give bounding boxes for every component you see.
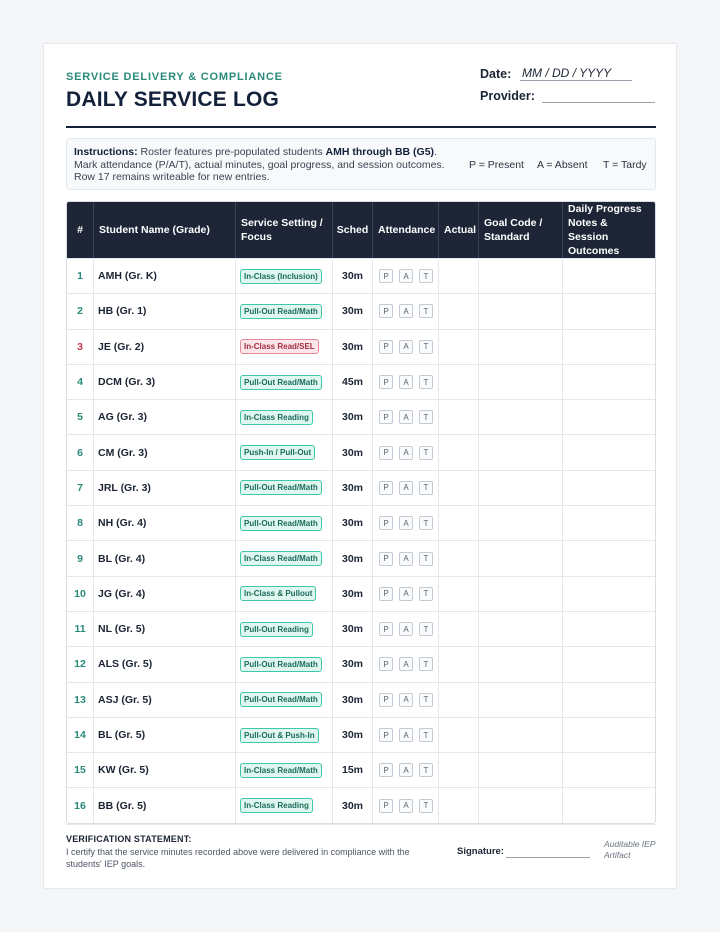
attendance-option-p[interactable]: P xyxy=(379,763,393,777)
student-name: JG (Gr. 4) xyxy=(94,577,236,611)
student-name: NH (Gr. 4) xyxy=(94,506,236,540)
attendance-option-t[interactable]: T xyxy=(419,657,433,671)
sched-minutes: 30m xyxy=(333,400,373,434)
attendance-option-t[interactable]: T xyxy=(419,375,433,389)
actual-minutes-cell[interactable] xyxy=(439,577,479,611)
attendance-selector[interactable] xyxy=(377,728,433,742)
service-log-page xyxy=(43,43,677,889)
attendance-option-t[interactable]: T xyxy=(419,410,433,424)
table-row xyxy=(67,434,655,469)
attendance-option-p[interactable]: P xyxy=(379,622,393,636)
setting-badge: Pull-Out Read/Math xyxy=(240,304,322,319)
attendance-option-a[interactable]: A xyxy=(399,269,413,283)
attendance-option-p[interactable]: P xyxy=(379,375,393,389)
attendance-option-p[interactable]: P xyxy=(379,552,393,566)
progress-notes-cell[interactable] xyxy=(563,365,655,399)
goal-code-cell[interactable] xyxy=(479,753,563,787)
progress-notes-cell[interactable] xyxy=(563,647,655,681)
attendance-selector[interactable] xyxy=(377,693,433,707)
setting-badge: In-Class Read/Math xyxy=(240,763,322,778)
header-divider xyxy=(66,126,656,128)
attendance-option-a[interactable]: A xyxy=(399,552,413,566)
actual-minutes-cell[interactable] xyxy=(439,612,479,646)
sched-minutes: 30m xyxy=(333,259,373,293)
attendance-selector[interactable] xyxy=(377,269,433,283)
attendance-option-a[interactable]: A xyxy=(399,446,413,460)
header-attendance: Attendance xyxy=(373,202,439,258)
attendance-option-p[interactable]: P xyxy=(379,799,393,813)
attendance-selector[interactable] xyxy=(377,552,433,566)
page-title: DAILY SERVICE LOG xyxy=(66,88,280,111)
attendance-option-p[interactable]: P xyxy=(379,410,393,424)
table-header xyxy=(67,202,655,258)
table-row xyxy=(67,293,655,328)
sched-minutes: 30m xyxy=(333,577,373,611)
sched-minutes: 30m xyxy=(333,294,373,328)
row-number: 3 xyxy=(77,340,83,353)
service-log-table xyxy=(66,201,656,824)
student-name: KW (Gr. 5) xyxy=(94,753,236,787)
sched-minutes: 30m xyxy=(333,435,373,469)
legend-absent: A = Absent xyxy=(537,159,588,171)
sched-minutes: 30m xyxy=(333,647,373,681)
header-number: # xyxy=(67,202,94,258)
progress-notes-cell[interactable] xyxy=(563,330,655,364)
row-number: 6 xyxy=(77,446,83,459)
attendance-option-a[interactable]: A xyxy=(399,693,413,707)
actual-minutes-cell[interactable] xyxy=(439,647,479,681)
attendance-option-a[interactable]: A xyxy=(399,516,413,530)
actual-minutes-cell[interactable] xyxy=(439,400,479,434)
attendance-selector[interactable] xyxy=(377,340,433,354)
progress-notes-cell[interactable] xyxy=(563,259,655,293)
sched-minutes: 30m xyxy=(333,506,373,540)
goal-code-cell[interactable] xyxy=(479,259,563,293)
row-number: 5 xyxy=(77,411,83,424)
signature-label: Signature: xyxy=(457,846,504,857)
verification-section xyxy=(66,824,656,869)
sched-minutes: 45m xyxy=(333,365,373,399)
student-name: BB (Gr. 5) xyxy=(94,788,236,822)
goal-code-cell[interactable] xyxy=(479,577,563,611)
setting-badge: Push-In / Pull-Out xyxy=(240,445,315,460)
provider-line[interactable] xyxy=(542,102,655,103)
student-name: ASJ (Gr. 5) xyxy=(94,683,236,717)
setting-badge: Pull-Out Read/Math xyxy=(240,480,322,495)
attendance-option-a[interactable]: A xyxy=(399,340,413,354)
row-number: 14 xyxy=(74,729,86,741)
audit-note: Auditable IEP Artifact xyxy=(604,839,656,860)
attendance-selector[interactable] xyxy=(377,657,433,671)
goal-code-cell[interactable] xyxy=(479,471,563,505)
progress-notes-cell[interactable] xyxy=(563,718,655,752)
row-number: 11 xyxy=(74,623,86,636)
table-row xyxy=(67,576,655,611)
progress-notes-cell[interactable] xyxy=(563,683,655,717)
student-name: DCM (Gr. 3) xyxy=(94,365,236,399)
sched-minutes: 30m xyxy=(333,330,373,364)
date-line xyxy=(520,80,632,81)
verification-body: I certify that the service minutes recorded above were delivered in compliance with the students' IEP goals. xyxy=(66,847,410,869)
attendance-selector[interactable] xyxy=(377,481,433,495)
table-row xyxy=(67,717,655,752)
student-name: NL (Gr. 5) xyxy=(94,612,236,646)
progress-notes-cell[interactable] xyxy=(563,612,655,646)
attendance-option-t[interactable]: T xyxy=(419,587,433,601)
attendance-option-a[interactable]: A xyxy=(399,410,413,424)
goal-code-cell[interactable] xyxy=(479,541,563,575)
sched-minutes: 30m xyxy=(333,683,373,717)
attendance-option-p[interactable]: P xyxy=(379,340,393,354)
goal-code-cell[interactable] xyxy=(479,506,563,540)
row-number: 15 xyxy=(74,764,86,777)
row-number: 4 xyxy=(77,376,83,389)
actual-minutes-cell[interactable] xyxy=(439,471,479,505)
sched-minutes: 30m xyxy=(333,788,373,822)
progress-notes-cell[interactable] xyxy=(563,400,655,434)
table-row xyxy=(67,470,655,505)
attendance-selector[interactable] xyxy=(377,375,433,389)
setting-badge: Pull-Out Read/Math xyxy=(240,692,322,707)
table-row xyxy=(67,364,655,399)
header-notes: Daily Progress Notes & Session Outcomes xyxy=(568,203,642,257)
student-name: HB (Gr. 1) xyxy=(94,294,236,328)
attendance-selector[interactable] xyxy=(377,799,433,813)
attendance-option-t[interactable]: T xyxy=(419,622,433,636)
student-name: BL (Gr. 4) xyxy=(94,541,236,575)
attendance-option-p[interactable]: P xyxy=(379,728,393,742)
actual-minutes-cell[interactable] xyxy=(439,330,479,364)
attendance-option-a[interactable]: A xyxy=(399,622,413,636)
goal-code-cell[interactable] xyxy=(479,330,563,364)
attendance-option-a[interactable]: A xyxy=(399,587,413,601)
sched-minutes: 30m xyxy=(333,541,373,575)
setting-badge: In-Class Reading xyxy=(240,410,313,425)
instructions-box xyxy=(66,138,656,190)
progress-notes-cell[interactable] xyxy=(563,753,655,787)
progress-notes-cell[interactable] xyxy=(563,506,655,540)
legend-tardy: T = Tardy xyxy=(603,159,647,171)
attendance-option-p[interactable]: P xyxy=(379,269,393,283)
goal-code-cell[interactable] xyxy=(479,400,563,434)
provider-field[interactable] xyxy=(480,89,535,103)
attendance-option-a[interactable]: A xyxy=(399,375,413,389)
student-name: ALS (Gr. 5) xyxy=(94,647,236,681)
instructions-label: Instructions: xyxy=(74,146,138,158)
sched-minutes: 15m xyxy=(333,753,373,787)
table-row xyxy=(67,258,655,293)
student-name: AG (Gr. 3) xyxy=(94,400,236,434)
student-name: JRL (Gr. 3) xyxy=(94,471,236,505)
setting-badge: In-Class Read/SEL xyxy=(240,339,319,354)
goal-code-cell[interactable] xyxy=(479,683,563,717)
setting-badge: In-Class (Inclusion) xyxy=(240,269,322,284)
attendance-option-p[interactable]: P xyxy=(379,657,393,671)
goal-code-cell[interactable] xyxy=(479,788,563,822)
attendance-option-a[interactable]: A xyxy=(399,657,413,671)
row-number: 16 xyxy=(74,799,86,812)
actual-minutes-cell[interactable] xyxy=(439,294,479,328)
progress-notes-cell[interactable] xyxy=(563,471,655,505)
instructions-part-2: . Mark attendance (P/A/T), actual minutes, goal progress, and session outcomes. Row 17 remains writeable for new entries. xyxy=(74,146,445,183)
attendance-option-t[interactable]: T xyxy=(419,516,433,530)
goal-code-cell[interactable] xyxy=(479,294,563,328)
header-actual: Actual xyxy=(439,202,479,258)
attendance-selector[interactable] xyxy=(377,587,433,601)
setting-badge: Pull-Out Read/Math xyxy=(240,516,322,531)
header-setting: Service Setting / Focus xyxy=(236,202,333,258)
progress-notes-cell[interactable] xyxy=(563,788,655,822)
attendance-option-p[interactable]: P xyxy=(379,481,393,495)
attendance-selector[interactable] xyxy=(377,763,433,777)
setting-badge: Pull-Out Reading xyxy=(240,622,313,637)
attendance-option-t[interactable]: T xyxy=(419,763,433,777)
provider-label: Provider: xyxy=(480,89,535,103)
goal-code-cell[interactable] xyxy=(479,718,563,752)
signature-line[interactable] xyxy=(506,857,590,858)
goal-code-cell[interactable] xyxy=(479,612,563,646)
row-number: 13 xyxy=(74,693,86,706)
sched-minutes: 30m xyxy=(333,471,373,505)
header-sched: Sched xyxy=(333,202,373,258)
progress-notes-cell[interactable] xyxy=(563,577,655,611)
student-name: JE (Gr. 2) xyxy=(94,330,236,364)
table-row xyxy=(67,399,655,434)
goal-code-cell[interactable] xyxy=(479,647,563,681)
sched-minutes: 30m xyxy=(333,612,373,646)
attendance-option-t[interactable]: T xyxy=(419,446,433,460)
progress-notes-cell[interactable] xyxy=(563,435,655,469)
legend-present: P = Present xyxy=(469,159,524,171)
table-row xyxy=(67,540,655,575)
attendance-option-t[interactable]: T xyxy=(419,552,433,566)
actual-minutes-cell[interactable] xyxy=(439,683,479,717)
table-row xyxy=(67,787,655,822)
attendance-option-a[interactable]: A xyxy=(399,799,413,813)
attendance-option-p[interactable]: P xyxy=(379,304,393,318)
table-row xyxy=(67,329,655,364)
setting-badge: In-Class & Pullout xyxy=(240,586,316,601)
instructions-highlight: AMH through BB (G5) xyxy=(325,146,435,158)
attendance-option-p[interactable]: P xyxy=(379,516,393,530)
attendance-option-a[interactable]: A xyxy=(399,304,413,318)
attendance-selector[interactable] xyxy=(377,622,433,636)
setting-badge: Pull-Out Read/Math xyxy=(240,657,322,672)
date-value[interactable]: MM / DD / YYYY xyxy=(522,66,612,80)
actual-minutes-cell[interactable] xyxy=(439,788,479,822)
progress-notes-cell[interactable] xyxy=(563,294,655,328)
attendance-option-p[interactable]: P xyxy=(379,446,393,460)
date-label: Date: xyxy=(480,67,512,81)
table-row xyxy=(67,505,655,540)
actual-minutes-cell[interactable] xyxy=(439,541,479,575)
actual-minutes-cell[interactable] xyxy=(439,259,479,293)
student-name: AMH (Gr. K) xyxy=(94,259,236,293)
row-number: 8 xyxy=(77,517,83,530)
attendance-option-t[interactable]: T xyxy=(419,799,433,813)
attendance-selector[interactable] xyxy=(377,304,433,318)
setting-badge: Pull-Out & Push-In xyxy=(240,728,319,743)
row-number: 1 xyxy=(77,270,83,283)
verification-heading: VERIFICATION STATEMENT: xyxy=(66,834,192,844)
attendance-option-t[interactable]: T xyxy=(419,340,433,354)
page-kicker: SERVICE DELIVERY & COMPLIANCE xyxy=(66,71,283,83)
attendance-selector[interactable] xyxy=(377,410,433,424)
table-row xyxy=(67,682,655,717)
attendance-option-t[interactable]: T xyxy=(419,304,433,318)
student-name: CM (Gr. 3) xyxy=(94,435,236,469)
attendance-selector[interactable] xyxy=(377,516,433,530)
attendance-selector[interactable] xyxy=(377,446,433,460)
actual-minutes-cell[interactable] xyxy=(439,506,479,540)
row-number: 2 xyxy=(77,305,83,318)
setting-badge: In-Class Read/Math xyxy=(240,551,322,566)
table-row xyxy=(67,611,655,646)
attendance-option-p[interactable]: P xyxy=(379,693,393,707)
attendance-option-t[interactable]: T xyxy=(419,728,433,742)
attendance-option-t[interactable]: T xyxy=(419,481,433,495)
table-row xyxy=(67,752,655,787)
instructions-part-1: Roster features pre-populated students xyxy=(137,146,326,158)
actual-minutes-cell[interactable] xyxy=(439,753,479,787)
sched-minutes: 30m xyxy=(333,718,373,752)
setting-badge: In-Class Reading xyxy=(240,798,313,813)
header-student: Student Name (Grade) xyxy=(94,202,236,258)
progress-notes-cell[interactable] xyxy=(563,541,655,575)
attendance-option-a[interactable]: A xyxy=(399,728,413,742)
attendance-option-a[interactable]: A xyxy=(399,481,413,495)
instructions-text xyxy=(74,146,459,184)
actual-minutes-cell[interactable] xyxy=(439,435,479,469)
actual-minutes-cell[interactable] xyxy=(439,718,479,752)
table-body xyxy=(67,258,655,823)
student-name: BL (Gr. 5) xyxy=(94,718,236,752)
attendance-option-p[interactable]: P xyxy=(379,587,393,601)
actual-minutes-cell[interactable] xyxy=(439,365,479,399)
table-row xyxy=(67,646,655,681)
attendance-option-a[interactable]: A xyxy=(399,763,413,777)
attendance-option-t[interactable]: T xyxy=(419,269,433,283)
goal-code-cell[interactable] xyxy=(479,435,563,469)
setting-badge: Pull-Out Read/Math xyxy=(240,375,322,390)
attendance-option-t[interactable]: T xyxy=(419,693,433,707)
row-number: 12 xyxy=(74,658,86,671)
date-field[interactable] xyxy=(480,66,612,81)
header-goal: Goal Code / Standard xyxy=(479,202,563,258)
row-number: 7 xyxy=(77,481,83,494)
goal-code-cell[interactable] xyxy=(479,365,563,399)
row-number: 10 xyxy=(74,587,86,600)
row-number: 9 xyxy=(77,552,83,565)
